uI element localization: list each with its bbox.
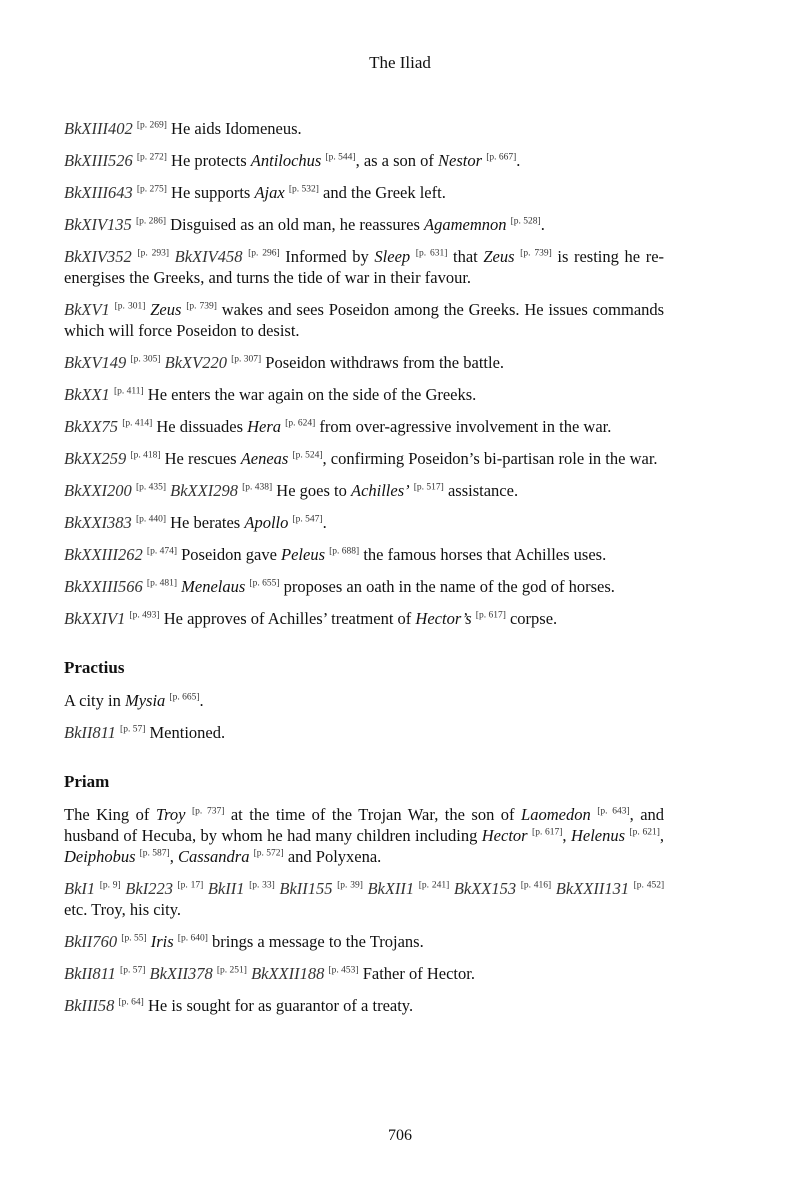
name-link[interactable]: Zeus: [483, 247, 515, 266]
name-link[interactable]: Mysia: [124, 691, 166, 710]
entry-text: .: [322, 513, 327, 532]
index-entry: [64, 480, 664, 501]
entry-text: Informed by: [279, 247, 375, 266]
name-link[interactable]: Zeus: [150, 300, 182, 319]
index-entry: [64, 576, 664, 597]
book-reference-link[interactable]: BkXX1: [64, 385, 110, 404]
entry-text: Father of Hector.: [358, 964, 475, 983]
page-reference: [p. 251]: [216, 965, 247, 976]
page-reference: [p. 481]: [146, 578, 177, 589]
book-reference-link[interactable]: BkXV149: [64, 353, 127, 372]
entry-text: ,: [659, 826, 665, 845]
entry-text: He supports: [166, 183, 255, 202]
book-reference-link[interactable]: BkXXIII262: [64, 545, 143, 564]
page-reference: [p. 269]: [136, 120, 167, 131]
page-reference: [p. 55]: [121, 933, 147, 944]
index-entry: [64, 182, 664, 203]
entry-text: etc. Troy, his city.: [64, 900, 182, 919]
section-spacer: [64, 754, 664, 772]
name-link[interactable]: Cassandra: [177, 847, 250, 866]
book-reference-link[interactable]: BkXXIII566: [64, 577, 143, 596]
page-reference: [p. 547]: [292, 514, 323, 525]
page-reference: [p. 655]: [249, 578, 280, 589]
page-reference: [p. 272]: [136, 152, 167, 163]
entry-text: He dissuades: [152, 417, 248, 436]
name-link[interactable]: Hera: [247, 417, 282, 436]
entry-text: He aids Idomeneus.: [166, 119, 302, 138]
entry-text: the famous horses that Achilles uses.: [359, 545, 607, 564]
entry-description: [64, 690, 664, 711]
page-reference: [p. 241]: [418, 880, 450, 891]
index-entry: [64, 150, 664, 171]
entry-text: , as a son of: [355, 151, 439, 170]
name-link[interactable]: Hector’s: [415, 609, 472, 628]
page-reference: [p. 737]: [191, 806, 225, 817]
entry-text: He goes to: [272, 481, 351, 500]
entry-text: ,: [169, 847, 178, 866]
book-reference-link[interactable]: BkII811: [64, 723, 116, 742]
entry-text: .: [199, 691, 204, 710]
page-reference: [p. 517]: [413, 482, 444, 493]
book-reference-link[interactable]: BkXX153: [453, 879, 517, 898]
book-reference-link[interactable]: BkII811: [64, 964, 116, 983]
section-heading-priam: Priam: [64, 772, 110, 791]
book-reference-link[interactable]: BkXV1: [64, 300, 110, 319]
entry-text: ,: [562, 826, 571, 845]
book-reference-link[interactable]: BkXIV458: [174, 247, 243, 266]
page-reference: [p. 617]: [475, 610, 506, 621]
page-number: 706: [388, 1127, 412, 1144]
index-entry: [64, 722, 664, 743]
page-reference: [p. 524]: [292, 450, 323, 461]
index-entry: [64, 995, 664, 1016]
page-reference: [p. 9]: [99, 880, 121, 891]
index-entry: [64, 384, 664, 405]
book-reference-link[interactable]: BkXIII643: [64, 183, 133, 202]
index-entry: [64, 963, 664, 984]
entry-text: He is sought for as guarantor of a treaty.: [143, 996, 414, 1015]
section-heading-practius: Practius: [64, 658, 125, 677]
section-spacer: [64, 640, 664, 658]
entry-text: assistance.: [443, 481, 519, 500]
book-reference-link[interactable]: BkXXI200: [64, 481, 132, 500]
entry-text: Disguised as an old man, he reassures: [166, 215, 424, 234]
page-reference: [p. 296]: [248, 248, 280, 259]
book-reference-link[interactable]: BkII155: [279, 879, 333, 898]
entry-text: He berates: [166, 513, 245, 532]
name-link[interactable]: Troy: [155, 805, 186, 824]
index-entry: [64, 544, 664, 565]
page-reference: [p. 621]: [629, 827, 660, 838]
entry-text: at the time of the Trojan War, the son of: [224, 805, 522, 824]
page-reference: [p. 301]: [114, 301, 146, 312]
index-entry: [64, 416, 664, 437]
entry-text: He rescues: [160, 449, 241, 468]
page-reference: [p. 39]: [337, 880, 363, 891]
page-reference: [p. 411]: [113, 386, 144, 397]
page-reference: [p. 739]: [186, 301, 217, 312]
book-reference-link[interactable]: BkXX259: [64, 449, 127, 468]
entry-text: Poseidon gave: [177, 545, 282, 564]
name-link[interactable]: Nestor: [438, 151, 483, 170]
page-reference: [p. 307]: [231, 354, 262, 365]
index-entry: [64, 246, 664, 288]
book-reference-link[interactable]: BkXXI383: [64, 513, 132, 532]
page-reference: [p. 528]: [510, 216, 541, 227]
page-reference: [p. 414]: [122, 418, 153, 429]
name-link[interactable]: Antilochus: [250, 151, 322, 170]
entry-text: Poseidon withdraws from the battle.: [261, 353, 505, 372]
book-reference-link[interactable]: BkIII58: [64, 996, 115, 1015]
book-reference-link[interactable]: BkXXII188: [251, 964, 325, 983]
name-link[interactable]: Ajax: [254, 183, 285, 202]
page-reference: [p. 418]: [130, 450, 161, 461]
book-reference-link[interactable]: BkXIV352: [64, 247, 132, 266]
entry-text: that: [447, 247, 484, 266]
page-reference: [p. 617]: [532, 827, 563, 838]
page-reference: [p. 57]: [120, 724, 146, 735]
page-reference: [p. 640]: [177, 933, 208, 944]
index-entry: [64, 118, 664, 139]
page-reference: [p. 572]: [253, 848, 284, 859]
name-link[interactable]: Aeneas: [240, 449, 289, 468]
name-link[interactable]: Hector: [481, 826, 528, 845]
name-link[interactable]: Helenus: [570, 826, 626, 845]
entry-text: The King of: [64, 805, 156, 824]
name-link[interactable]: Laomedon: [521, 805, 591, 824]
book-reference-link[interactable]: BkXX75: [64, 417, 119, 436]
book-reference-link[interactable]: BkXIV135: [64, 215, 132, 234]
index-content: [64, 118, 664, 1027]
index-entry: [64, 352, 664, 373]
page-reference: [p. 493]: [129, 610, 160, 621]
page-reference: [p. 587]: [139, 848, 170, 859]
name-link[interactable]: Iris: [150, 932, 174, 951]
page-reference: [p. 33]: [249, 880, 275, 891]
page-reference: [p. 667]: [486, 152, 517, 163]
page-reference: [p. 17]: [177, 880, 204, 891]
page-reference: [p. 275]: [136, 184, 167, 195]
page-reference: [p. 665]: [169, 692, 200, 703]
book-reference-link[interactable]: BkXXIV1: [64, 609, 126, 628]
entry-text: He approves of Achilles’ treatment of: [159, 609, 416, 628]
running-title: The Iliad: [369, 53, 431, 72]
entry-text: is resting he re-energises the Greeks, and turns the tide of war in their favour.: [64, 247, 665, 287]
page-reference: [p. 452]: [633, 880, 665, 891]
index-entry: [64, 878, 664, 920]
entry-text: .: [540, 215, 545, 234]
index-entry: [64, 448, 664, 469]
name-link[interactable]: Menelaus: [181, 577, 246, 596]
book-reference-link[interactable]: BkXII378: [149, 964, 213, 983]
entry-text: brings a message to the Trojans.: [207, 932, 424, 951]
entry-text: .: [516, 151, 521, 170]
entry-text: , and husband of Hecuba, by whom he had many children including: [64, 805, 665, 845]
name-link[interactable]: Peleus: [281, 545, 326, 564]
index-entry: [64, 512, 664, 533]
entry-text: Mentioned.: [145, 723, 226, 742]
book-reference-link[interactable]: BkXXI298: [170, 481, 238, 500]
entry-description: [64, 804, 664, 867]
page-reference: [p. 435]: [135, 482, 167, 493]
entry-text: and Polyxena.: [283, 847, 382, 866]
page-reference: [p. 453]: [328, 965, 359, 976]
page-reference: [p. 631]: [415, 248, 448, 259]
page-reference: [p. 286]: [135, 216, 167, 227]
book-reference-link[interactable]: BkXII1: [367, 879, 415, 898]
page-reference: [p. 474]: [146, 546, 177, 557]
entry-text: proposes an oath in the name of the god of horses.: [279, 577, 615, 596]
book-reference-link[interactable]: BkI223: [125, 879, 173, 898]
book-reference-link[interactable]: BkXV220: [164, 353, 227, 372]
page-reference: [p. 544]: [325, 152, 356, 163]
entry-text: , confirming Poseidon’s bi-partisan role in the war.: [322, 449, 658, 468]
page-reference: [p. 440]: [135, 514, 167, 525]
page-reference: [p. 688]: [329, 546, 360, 557]
entry-text: wakes and sees Poseidon among the Greeks. He issues commands which will force Poseidon to desist.: [64, 300, 665, 340]
entry-text: He protects: [166, 151, 251, 170]
entry-text: from over-agressive involvement in the war.: [315, 417, 612, 436]
page-reference: [p. 64]: [118, 997, 144, 1008]
name-link[interactable]: Achilles’: [350, 481, 410, 500]
name-link[interactable]: Agamemnon: [424, 215, 507, 234]
book-reference-link[interactable]: BkXIII526: [64, 151, 133, 170]
index-entry: [64, 608, 664, 629]
book-reference-link[interactable]: BkXXII131: [555, 879, 630, 898]
book-reference-link[interactable]: BkXIII402: [64, 119, 133, 138]
page-reference: [p. 416]: [520, 880, 552, 891]
page-reference: [p. 293]: [137, 248, 170, 259]
entry-text: corpse.: [505, 609, 558, 628]
page-reference: [p. 624]: [285, 418, 316, 429]
entry-text: and the Greek left.: [318, 183, 446, 202]
page-reference: [p. 739]: [520, 248, 552, 259]
index-entry: [64, 931, 664, 952]
book-reference-link[interactable]: BkI1: [64, 879, 96, 898]
page-reference: [p. 438]: [242, 482, 273, 493]
name-link[interactable]: Deiphobus: [64, 847, 136, 866]
book-reference-link[interactable]: BkII1: [207, 879, 245, 898]
entry-text: He enters the war again on the side of the Greeks.: [143, 385, 477, 404]
page-reference: [p. 643]: [597, 806, 630, 817]
page-reference: [p. 305]: [130, 354, 161, 365]
name-link[interactable]: Sleep: [374, 247, 411, 266]
book-reference-link[interactable]: BkII760: [64, 932, 118, 951]
page-reference: [p. 57]: [120, 965, 146, 976]
index-entry: [64, 214, 664, 235]
name-link[interactable]: Apollo: [244, 513, 289, 532]
entry-text: A city in: [64, 691, 125, 710]
index-entry: [64, 299, 664, 341]
page-reference: [p. 532]: [288, 184, 319, 195]
